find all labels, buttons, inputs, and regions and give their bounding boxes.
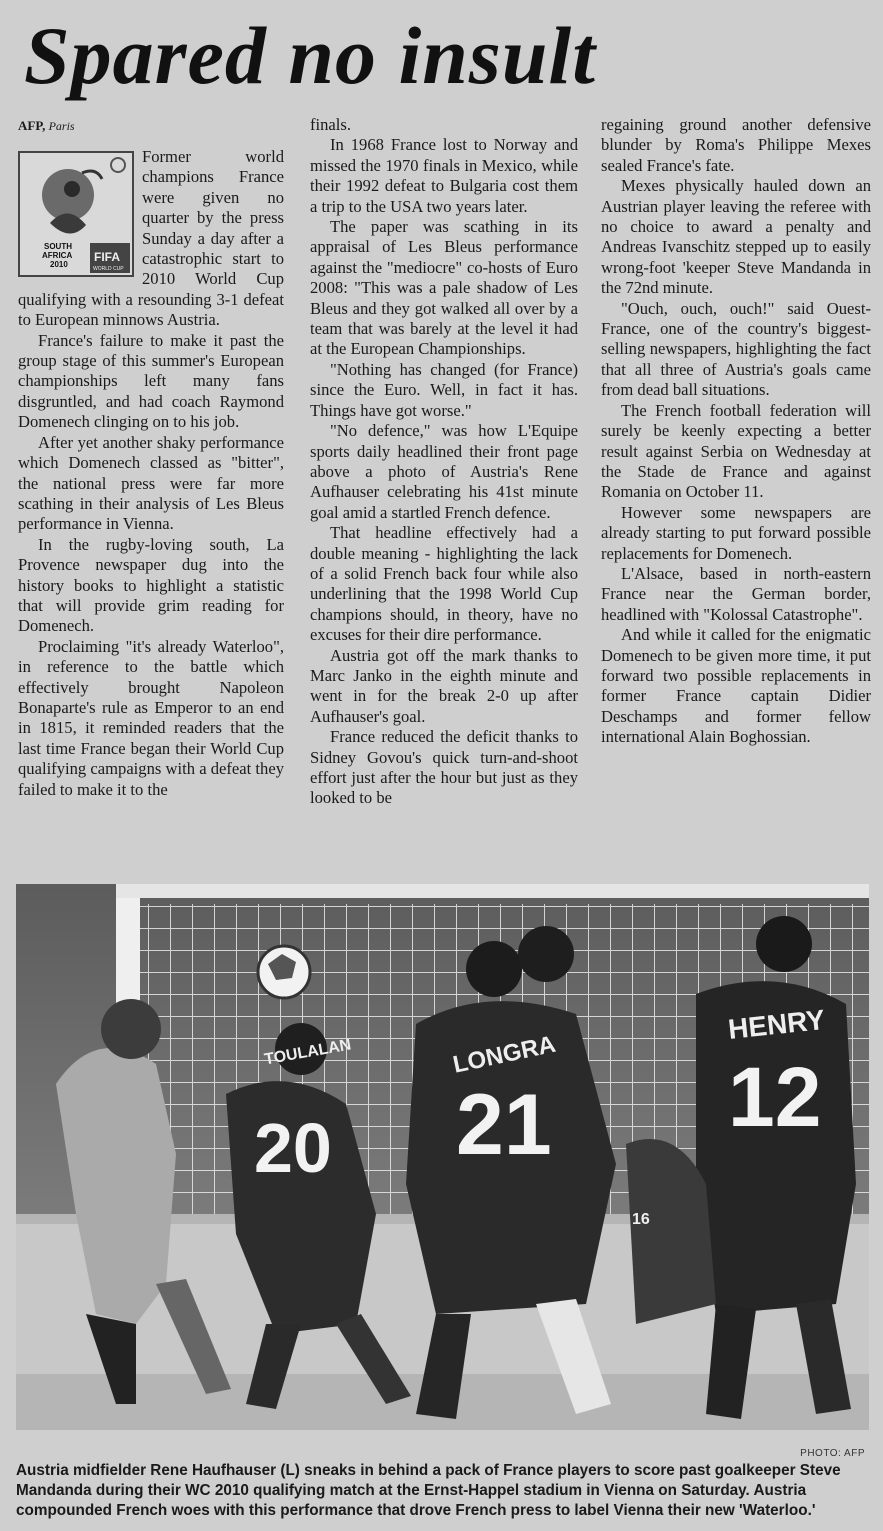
byline-place: Paris (48, 119, 75, 133)
paragraph: Proclaiming "it's already Waterloo", in reference to the battle which effectively brought Napoleon Bonaparte's rule as Emperor to an end in 1815, it reminded readers that the last time France began their World Cup qualifying campaigns with a defeat they failed to make it to the (18, 636, 284, 799)
paragraph: France's failure to make it past the group stage of this summer's European championships left many fans disgruntled, and had coach Raymond Domenech clinging on to his job. (18, 330, 284, 432)
paragraph: "Ouch, ouch, ouch!" said Ouest-France, one of the country's biggest-selling newspapers, highlighting the fact that all three of Austria's goals came from dead ball situations. (601, 298, 871, 400)
paragraph: "No defence," was how L'Equipe sports daily headlined their front page above a photo of Austria's Rene Aufhauser celebrating his 41st minute goal amid a startled French defence. (310, 421, 578, 522)
paragraph: regaining ground another defensive blunder by Roma's Philippe Mexes sealed France's fate. (601, 115, 871, 175)
photo-credit: PHOTO: AFP (800, 1448, 865, 1459)
headline: Spared no insult (24, 10, 596, 101)
article-column-1 (18, 115, 284, 800)
paragraph: The paper was scathing in its appraisal of Les Bleus performance against the "mediocre" co-hosts of Euro 2008: "This was a pale shadow of Les Bleus and they got walked all over by a team that was barely at the level it had at the European Championships. (310, 217, 578, 359)
photo-caption: Austria midfielder Rene Haufhauser (L) sneaks in behind a pack of France players to score past goalkeeper Steve Mandanda during their WC 2010 qualifying match at the Ernst-Happel stadium in Vienna on Saturday. Austria compounded French woes with this performance that drove French press to label Vienna their new 'Waterloo.' (16, 1462, 841, 1519)
paragraph: The French football federation will surely be keenly expecting a better result against Serbia on Wednesday at the Stade de France and against Romania on October 11. (601, 400, 871, 502)
paragraph: That headline effectively had a double meaning - highlighting the lack of a solid French back four while also underlining that the 1998 World Cup champions should, in theory, have no excuses for their dire performance. (310, 523, 578, 645)
paragraph: Mexes physically hauled down an Austrian player leaving the referee with no choice to award a penalty and Andreas Ivanschitz stepped up to easily wrong-foot 'keeper Steve Mandanda in the 72nd minute. (601, 176, 871, 298)
logo-text-1: SOUTH (44, 242, 72, 251)
logo-text-3: 2010 (50, 260, 68, 269)
shirt-name-20: TOULALAN (263, 1036, 353, 1069)
paragraph: In 1968 France lost to Norway and missed the 1970 finals in Mexico, while their 1992 defeat to Bulgaria cost them a trip to the USA two years later. (310, 135, 578, 216)
paragraph: In the rugby-loving south, La Provence newspaper dug into the history books to highlight a statistic that will provide grim reading for Domenech. (18, 534, 284, 636)
paragraph: France reduced the deficit thanks to Sidney Govou's quick turn-and-shoot effort just after the hour but just as they looked to be (310, 727, 578, 808)
shirt-number-12: 12 (728, 1050, 822, 1144)
logo-text-2: AFRICA (42, 251, 73, 260)
shirt-name-12: HENRY (726, 1003, 827, 1045)
byline (18, 115, 284, 137)
paragraph: L'Alsace, based in north-eastern France near the German border, headlined with "Kolossal Catastrophe". (601, 563, 871, 624)
paragraph: Austria got off the mark thanks to Marc Janko in the eighth minute and went in for the break 2-0 up after Aufhauser's goal. (310, 645, 578, 726)
shirt-name-21: LONGRA (450, 1030, 559, 1079)
match-photo (16, 884, 869, 1430)
article-column-2 (310, 115, 578, 809)
paragraph: "Nothing has changed (for France) since the Euro. Well, in fact it has. Things have got worse." (310, 359, 578, 420)
paragraph: However some newspapers are already starting to put forward possible replacements for Domenech. (601, 502, 871, 563)
world-cup-logo-icon (18, 151, 134, 277)
logo-brand: FIFA (94, 250, 120, 264)
paragraph: After yet another shaky performance which Domenech classed as "bitter", the national press were far more scathing in their analysis of Les Bleus performance in Vienna. (18, 432, 284, 534)
byline-agency: AFP, (18, 118, 46, 133)
paragraph: finals. (310, 115, 352, 134)
paragraph: And while it called for the enigmatic Domenech to be given more time, it put forward two possible replacements in former France captain Didier Deschamps and former fellow international Alain Boghossian. (601, 625, 871, 747)
shirt-number-20: 20 (254, 1109, 332, 1187)
logo-sub: WORLD CUP (93, 266, 124, 272)
article-column-3 (601, 115, 871, 748)
shirt-number-21: 21 (456, 1077, 552, 1173)
shirt-number-16: 16 (632, 1211, 650, 1228)
paragraph: Former world champions France were given no quarter by the press Sunday a day after a catastrophic start to 2010 World Cup qualifying with a resounding 3-1 defeat to European minnows Austria. (18, 147, 284, 330)
